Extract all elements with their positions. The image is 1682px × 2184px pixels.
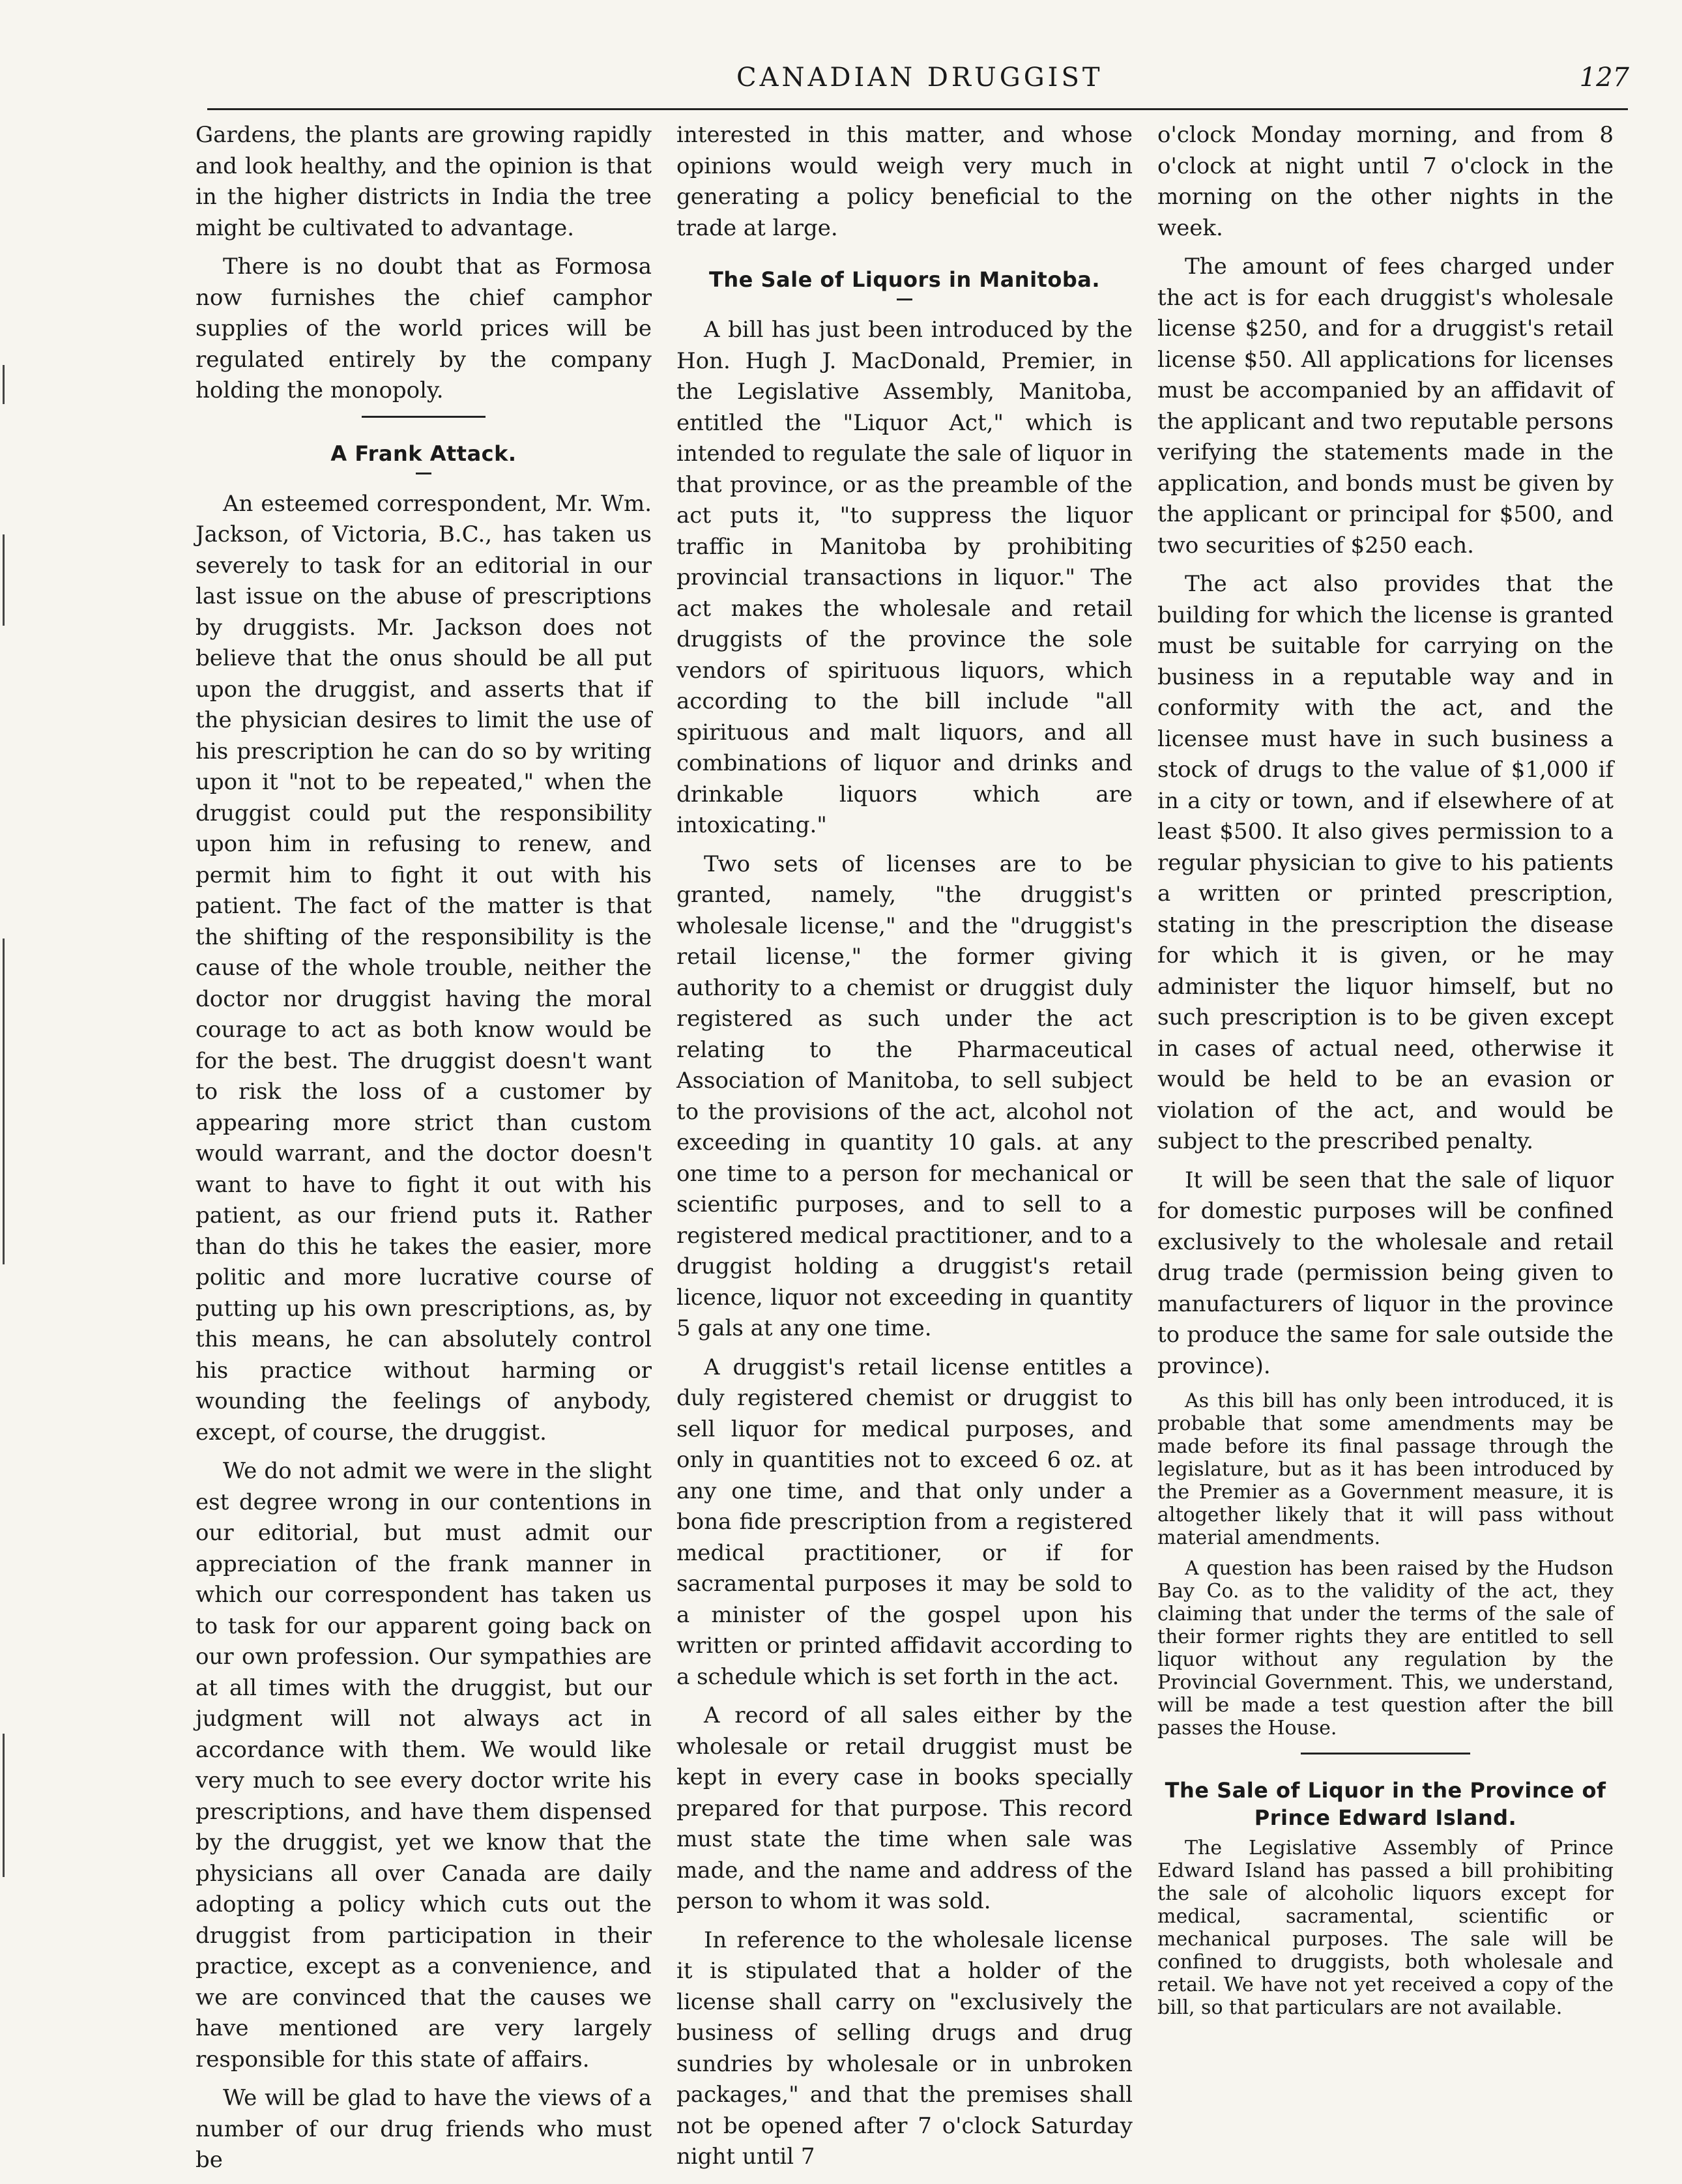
- paragraph: A question has been raised by the Hudson Bay Co. as to the validity of the act, they claiming that under the terms of the sale of their former rights they are entitled to sell liquor without any regulation by the Provincial Government. This, we understand, will be made a test question after the bill passes the House.: [1157, 1557, 1614, 1740]
- paragraph: A druggist's retail license entitles a duly registered chemist or druggist to sell liquor for medical purposes, and only in quantities not to exceed 6 oz. at any one time, and that only under a bona fide prescription from a registered medical practitioner, or if for sacramental purposes it may be sold to a minister of the gospel upon his written or printed affidavit according to a schedule which is set forth in the act.: [676, 1354, 1133, 1690]
- section-heading: The Sale of Liquor in the Province of Prince Edward Island.: [1165, 1778, 1606, 1830]
- paragraph: The Legislative Assembly of Prince Edward Island has passed a bill prohibiting the sale of alcoholic liquors except for medical, sacramental, scientific or mechanical purposes. The sale will be confined to druggists, both wholesale and retail. We have not yet received a copy of the bill, so that particulars are not available.: [1157, 1837, 1614, 2019]
- paragraph: A record of all sales either by the wholesale or retail druggist must be kept in every case in books specially prepared for that purpose. This record must state the time when sale was made, and the name and address of the person to whom it was sold.: [676, 1702, 1133, 1914]
- paragraph: The act also provides that the building for which the license is granted must be suitable for carrying on the business in a reputable way and in conformity with the act, and the licensee must have in such business a stock of drugs to the value of $1,000 if in a city or town, and if elsewhere of at least $500. It also gives permission to a regular physician to give to his patients a written or printed prescription, stating in the prescription the disease for which it is given, or he may administer the liquor himself, but no such prescription is to be given except in cases of actual need, otherwise it would be held to be an evasion or violation of the act, and would be subject to the prescribed penalty.: [1157, 571, 1614, 1154]
- running-header: [196, 63, 1629, 102]
- paragraph: Two sets of licenses are to be granted, namely, "the druggist's wholesale license," and the "druggist's retail license," the former giving authority to a chemist or druggist duly registered as such under the act relating to the Pharmaceutical Association of Manitoba, to sell subject to the provisions of the act, alcohol not exceeding in quantity 10 gals. at any one time to a person for mechanical or scientific purposes, and to sell to a registered medical practitioner, and to a druggist holding a druggist's retail licence, liquor not exceeding in quantity 5 gals at any one time.: [676, 851, 1133, 1341]
- paragraph: Gardens, the plants are growing rapidly and look healthy, and the opinion is that in the higher districts in India the tree might be cultivated to advantage.: [196, 122, 652, 241]
- paragraph: The amount of fees charged under the act is for each druggist's wholesale license $250, and for a druggist's retail license $50. All applications for licenses must be accompanied by an affidavit of the applicant and two reputable persons verifying the statements made in the application, and bonds must be given by the applicant or principal for $500, and two securities of $250 each.: [1157, 254, 1614, 559]
- column-1: [196, 120, 652, 2184]
- margin-mark: [3, 534, 5, 626]
- publication-title: CANADIAN DRUGGIST: [736, 63, 1103, 93]
- small-type-block: [1157, 1837, 1614, 2019]
- paragraph: interested in this matter, and whose opinions would weigh very much in generating a policy beneficial to the trade at large.: [676, 122, 1133, 241]
- paragraph: In reference to the wholesale license it is stipulated that a holder of the license shall carry on "exclusively the business of selling drugs and drug sundries by wholesale or in unbroken packages," and that the premises shall not be opened after 7 o'clock Saturday night until 7: [676, 1927, 1133, 2170]
- heading-dash: [897, 298, 912, 300]
- margin-mark: [3, 939, 5, 1264]
- paragraph: An esteemed correspondent, Mr. Wm. Jackson, of Victoria, B.C., has taken us severely to task for an editorial in our last issue on the abuse of prescriptions by druggists. Mr. Jackson does not believe that the onus should be all put upon the druggist, and asserts that if the physician desires to limit the use of his prescription he can do so by writing upon it "not to be repeated," when the druggist could put the responsibility upon him in refusing to renew, and permit him to fight it out with his patient. The fact of the matter is that the shifting of the responsibility is the cause of the whole trouble, neither the doctor nor druggist having the moral courage to act as both know would be for the best. The druggist doesn't want to risk the loss of a customer by appearing more strict than custom would warrant, and the doctor doesn't want to have to fight it out with his patient, as our friend puts it. Rather than do this he takes the easier, more politic and more lucrative course of putting up his own prescriptions, as, by this means, he can absolutely control his practice without harming or wounding the feelings of anybody, except, of course, the druggist.: [196, 490, 652, 1446]
- paragraph: As this bill has only been introduced, it is probable that some amendments may be made before its final passage through the legislature, but as it has been introduced by the Premier as a Government measure, it is altogether likely that it will pass without material amendments.: [1157, 1390, 1614, 1549]
- margin-mark: [3, 1734, 5, 1877]
- paragraph: A bill has just been introduced by the Hon. Hugh J. MacDonald, Premier, in the Legislative Assembly, Manitoba, entitled the "Liquor Act," which is intended to regulate the sale of liquor in that province, or as the preamble of the act puts it, "to suppress the liquor traffic in Manitoba by prohibiting provincial transactions in liquor." The act makes the wholesale and retail druggists of the province the sole vendors of spirituous liquors, which according to the bill include "all spirituous and malt liquors, and all combinations of liquor and drinks and drinkable liquors which are intoxicating.": [676, 317, 1133, 838]
- paragraph: It will be seen that the sale of liquor for domestic purposes will be confined exclusively to the wholesale and retail drug trade (permission being given to manufacturers of liquor in the province to produce the same for sale outside the province).: [1157, 1167, 1614, 1379]
- column-3: [1157, 120, 1614, 2027]
- section-heading: The Sale of Liquors in Manitoba.: [709, 267, 1100, 292]
- page-number: 127: [1579, 63, 1629, 93]
- small-type-block: [1157, 1390, 1614, 1740]
- paragraph: There is no doubt that as Formosa now furnishes the chief camphor supplies of the world prices will be regulated entirely by the company holding the monopoly.: [196, 254, 652, 403]
- paragraph: We will be glad to have the views of a number of our drug friends who must be: [196, 2085, 652, 2173]
- margin-mark: [3, 365, 5, 404]
- heading-dash: [416, 473, 431, 474]
- paragraph: o'clock Monday morning, and from 8 o'clock at night until 7 o'clock in the morning on the other nights in the week.: [1157, 122, 1614, 241]
- column-2: [676, 120, 1133, 2181]
- section-divider: [1301, 1753, 1470, 1754]
- section-heading: A Frank Attack.: [330, 441, 517, 466]
- section-divider: [362, 416, 486, 418]
- header-rule: [207, 108, 1628, 110]
- paragraph: We do not admit we were in the slight est degree wrong in our contentions in our editorial, but must admit our appreciation of the frank manner in which our correspondent has taken us to task for our apparent going back on our own profession. Our sympathies are at all times with the druggist, but our judgment will not always act in accordance with them. We would like very much to see every doctor write his prescriptions, and have them dispensed by the druggist, yet we know that the physicians all over Canada are daily adopting a policy which cuts out the druggist from participation in their practice, except as a convenience, and we are convinced that the causes we have mentioned are very largely responsible for this state of affairs.: [196, 1458, 652, 2073]
